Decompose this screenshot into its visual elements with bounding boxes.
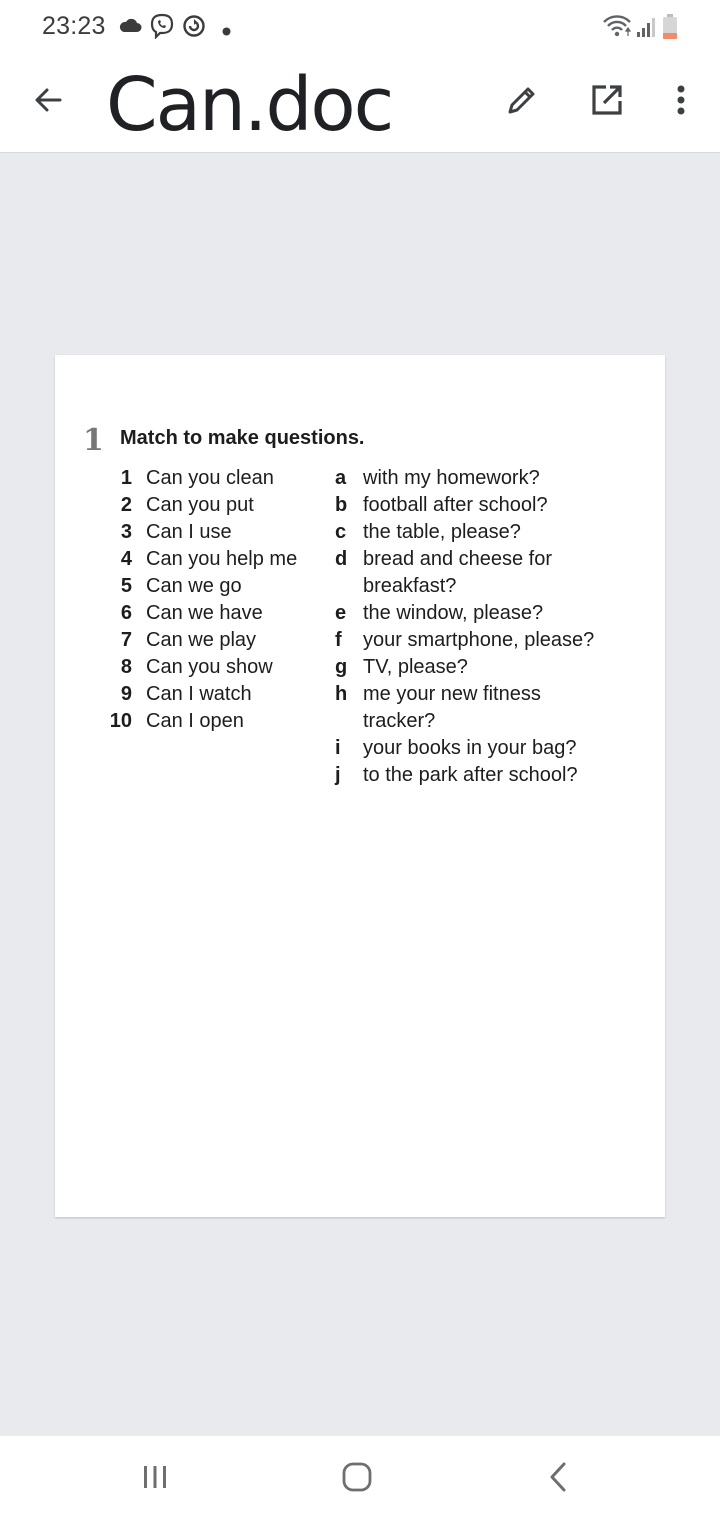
list-item: 8 Can you show [120, 656, 273, 678]
sync-icon [182, 14, 206, 43]
edit-pencil-icon [505, 83, 539, 122]
question-endings-list [335, 465, 594, 789]
document-page [55, 355, 665, 1217]
list-item: 3 Can I use [120, 521, 232, 543]
edit-button[interactable] [496, 76, 548, 128]
wifi-icon [602, 14, 632, 43]
list-item: 5 Can we go [120, 575, 242, 597]
list-item: tracker? [363, 710, 436, 732]
app-bar [0, 54, 720, 153]
home-icon [341, 1461, 373, 1498]
list-item: h me your new fitness [335, 683, 541, 705]
list-item: 6 Can we have [120, 602, 263, 624]
cloud-icon [118, 17, 142, 38]
list-item: g TV, please? [335, 656, 468, 678]
more-options-button[interactable] [655, 76, 707, 128]
list-item: c the table, please? [335, 521, 521, 543]
signal-icon [636, 16, 658, 43]
exercise-title: Match to make questions. [120, 427, 365, 449]
exercise-number: 1 [83, 423, 104, 458]
battery-icon [662, 14, 678, 45]
open-external-icon [590, 83, 624, 122]
dot-icon [222, 23, 231, 41]
question-starts-list [100, 465, 297, 735]
more-vert-icon [676, 84, 686, 121]
list-item: 2 Can you put [120, 494, 254, 516]
back-arrow-icon [32, 84, 64, 121]
list-item: b football after school? [335, 494, 548, 516]
list-item: j to the park after school? [335, 764, 578, 786]
document-title: Can.doc [106, 62, 393, 148]
list-item: 1 Can you clean [120, 467, 274, 489]
recent-apps-icon [141, 1463, 169, 1496]
list-item: 9 Can I watch [120, 683, 252, 705]
home-button[interactable] [332, 1456, 382, 1502]
status-time: 23:23 [42, 12, 106, 40]
list-item: i your books in your bag? [335, 737, 577, 759]
list-item: f your smartphone, please? [335, 629, 595, 651]
list-item: d bread and cheese for [335, 548, 553, 570]
status-bar [0, 0, 720, 54]
navigation-bar [0, 1436, 720, 1520]
viber-icon [149, 13, 175, 44]
list-item: 7 Can we play [120, 629, 257, 651]
list-item: 10 Can I open [109, 710, 244, 732]
list-item: breakfast? [363, 575, 457, 597]
nav-back-button[interactable] [534, 1456, 584, 1502]
back-button[interactable] [22, 76, 74, 128]
nav-back-icon [547, 1461, 571, 1498]
list-item: 4 Can you help me [120, 548, 298, 570]
open-with-button[interactable] [581, 76, 633, 128]
recent-apps-button[interactable] [130, 1456, 180, 1502]
list-item: e the window, please? [335, 602, 544, 624]
list-item: a with my homework? [335, 467, 540, 489]
